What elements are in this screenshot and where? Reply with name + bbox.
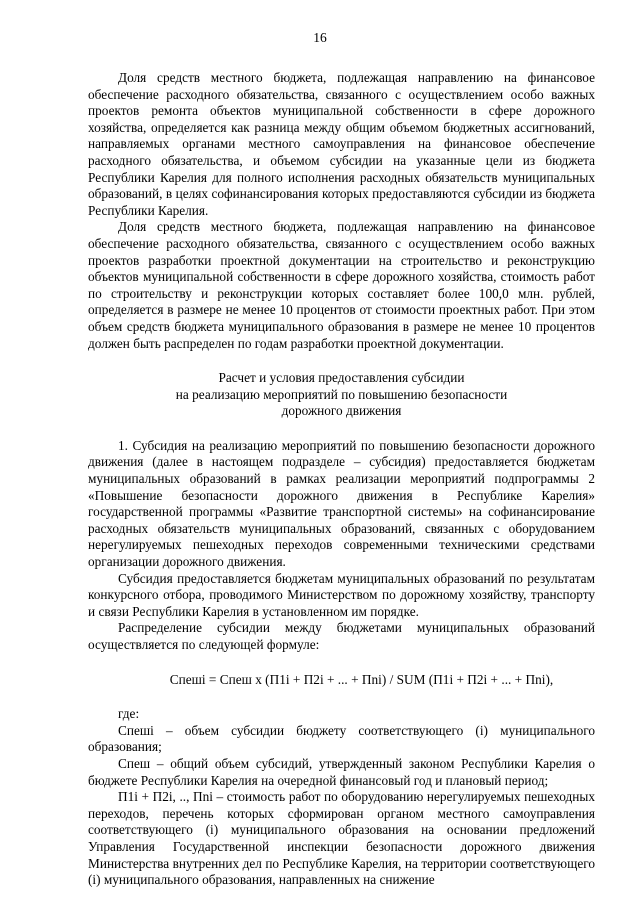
page-number: 16 [313, 30, 327, 45]
section-heading-line-3: дорожного движения [281, 403, 402, 419]
distribution-formula: Спеші = Спеш x (П1i + П2i + ... + Пni) / SUM (П1i + П2i + ... + Пni), [169, 671, 554, 687]
paragraph-definition-p-values: П1i + П2i, .., Пni – стоимость работ по оборудованию нерегулируемых пешеходных переходов, перечень которых сформирован органом местного самоуправления соответствующего (i) муниципального образования на основании предложений Управления Государственной инспекции безопасности дорожного движения Министерства внутренних дел по Республике Карелия, на территории соответствующего (i) муниципального образования, направленных на снижение [88, 789, 595, 888]
paragraph-where: где: [118, 706, 140, 722]
paragraph-local-budget-share-design: Доля средств местного бюджета, подлежащая направлению на финансовое обеспечение расходного обязательства, связанного с осуществлением особо важных проектов разработки проектной документации на строительство и реконструкцию объектов муниципальной собственности в сфере дорожного хозяйства, стоимость работ по строительству и реконструкции которых составляет более 100,0 млн. рублей, определяется в размере не менее 10 процентов от стоимости проектных работ. При этом объем средств бюджета муниципального образования в размере не менее 10 процентов должен быть распределен по годам разработки проектной документации. [88, 219, 595, 351]
section-heading [88, 370, 595, 420]
paragraph-definition-spesh-i: Спеші – объем субсидии бюджету соответствующего (i) муниципального образования; [88, 722, 595, 755]
paragraph-distribution-intro: Распределение субсидии между бюджетами муниципальных образований осуществляется по следующей формуле: [88, 620, 595, 652]
document-body [88, 70, 595, 889]
paragraph-local-budget-share-repair: Доля средств местного бюджета, подлежащая направлению на финансовое обеспечение расходного обязательства, связанного с осуществлением особо важных проектов ремонта объектов муниципальной собственности в сфере дорожного хозяйства, определяется как разница между общим объемом бюджетных ассигнований, направляемых органами местного самоуправления на финансовое обеспечение расходного обязательства, и объемом субсидии на указанные цели из бюджета Республики Карелия для полного исполнения расходных обязательств муниципальных образований, в целях софинансирования которых предоставляются субсидии из бюджета Республики Карелия. [88, 70, 595, 218]
paragraph-subsidy-purpose: 1. Субсидия на реализацию мероприятий по повышению безопасности дорожного движения (далее в настоящем подразделе – субсидия) предоставляется бюджетам муниципальных образований в рамках реализации мероприятий подпрограммы 2 «Повышение безопасности дорожного движения в Республике Карелия» государственной программы «Развитие транспортной системы» на софинансирование расходных обязательств муниципальных образований, связанных с оборудованием нерегулируемых пешеходных переходов современными техническими средствами организации дорожного движения. [88, 437, 595, 570]
paragraph-definition-spesh: Спеш – общий объем субсидий, утвержденный законом Республики Карелия о бюджете Республики Карелия на очередной финансовый год и плановый период; [88, 755, 595, 788]
paragraph-competitive-selection: Субсидия предоставляется бюджетам муниципальных образований по результатам конкурсного отбора, проводимого Министерством по дорожному хозяйству, транспорту и связи Республики Карелия в установленном им порядке. [88, 570, 595, 619]
section-heading-line-1: Расчет и условия предоставления субсидии [218, 370, 465, 386]
section-heading-line-2: на реализацию мероприятий по повышению безопасности [175, 386, 508, 402]
